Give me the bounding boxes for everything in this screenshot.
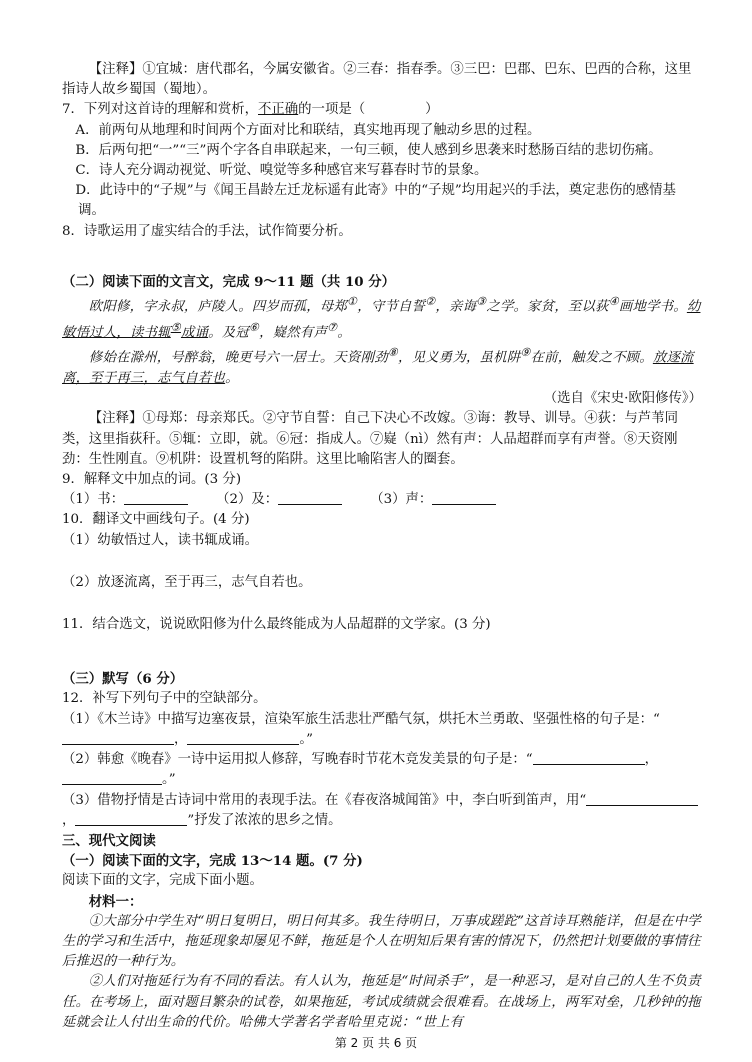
part-3-sub-heading: （一）阅读下面的文字，完成 13～14 题。(7 分)	[62, 853, 363, 870]
part-3-intro: 阅读下面的文字，完成下面小题。	[62, 873, 263, 889]
note-mark: ⑨	[520, 346, 531, 360]
q12-item-text: （3）借物抒情是古诗词中常用的表现手法。在《春夜洛城闻笛》中，李白听到笛声，用“	[62, 792, 587, 808]
classical-text-paragraph-2	[62, 343, 702, 389]
question-9: 9．解释文中加点的词。(3 分)	[62, 472, 242, 488]
punctuation: 。”	[162, 772, 176, 788]
classical-text-paragraph-1	[62, 292, 702, 343]
question-10: 10．翻译文中画线句子。(4 分)	[62, 512, 250, 528]
q7-stem-part: 7．下列对这首诗的理解和赏析，	[62, 102, 258, 118]
answer-blank[interactable]	[62, 770, 162, 785]
answer-blank[interactable]	[62, 730, 174, 745]
answer-blank[interactable]	[586, 791, 698, 806]
note-mark: ⑤	[170, 320, 181, 334]
poem-annotation: 【注释】①宜城：唐代郡名，今属安徽省。②三春：指春季。③三巴：巴郡、巴东、巴西的合称，这里指诗人故乡蜀国（蜀地）。	[62, 62, 692, 98]
punctuation: ，	[62, 812, 76, 828]
q7-option-c: C．诗人充分调动视觉、听觉、嗅觉等多种感官来写暮春时节的景象。	[75, 163, 488, 179]
note-mark: ②	[425, 295, 436, 309]
answer-blank[interactable]	[533, 750, 645, 765]
note-mark: ⑦	[327, 320, 338, 334]
question-9-items	[62, 490, 702, 510]
underlined-sentence: 成诵	[180, 325, 209, 341]
classical-annotation: 【注释】①母郑：母亲郑氏。②守节自誓：自己下决心不改嫁。③诲：教导、训导。④荻：与芦苇同类，这里指荻秆。⑤辄：立即，就。⑥冠：指成人。⑦嶷（nì）然有声：人品超群而享有声誉。⑧天资刚劲：生性刚直。⑨机阱：设置机弩的陷阱。这里比喻陷害人的圈套。	[62, 411, 678, 467]
document-page	[62, 60, 702, 1033]
material-paragraph-2: ②人们对拖延行为有不同的看法。有人认为，拖延是“时间杀手”，是一种恶习，是对自己的人生不负责任。在考场上，面对题目繁杂的试卷，如果拖延，考试成绩就会很难看。在战场上，两军对垒，几秒钟的拖延就会让人付出生命的代价。哈佛大学著名学者哈里克说：“世上有	[62, 974, 701, 1030]
answer-blank[interactable]	[278, 490, 342, 505]
q12-item-text: （1）《木兰诗》中描写边塞夜景，渲染军旅生活悲壮严酷气氛，烘托木兰勇敢、坚强性格的句子是：“	[62, 711, 660, 727]
q7-option-d: D．此诗中的“子规”与《闻王昌龄左迁龙标遥有此寄》中的“子规”均用起兴的手法，奠定悲伤的感情基调。	[75, 183, 676, 219]
note-mark: ⑧	[387, 346, 398, 360]
text-run: 画地学书。	[618, 299, 687, 315]
underlined-sentence: 放逐流离，至于再三，志气自若也	[62, 350, 694, 387]
answer-blank[interactable]	[432, 490, 496, 505]
text-run: 在前，触发之不顾。	[530, 350, 653, 366]
question-8: 8．诗歌运用了虚实结合的手法，试作简要分析。	[62, 223, 352, 239]
note-mark: ④	[608, 295, 619, 309]
q12-item-text: ”抒发了浓浓的思乡之情。	[187, 812, 342, 828]
q7-stem-part: ）	[425, 102, 439, 118]
text-run: ，见义勇为，虽机阱	[398, 350, 521, 366]
q10-sentence-1: （1）幼敏悟过人，读书辄成诵。	[62, 532, 258, 548]
q10-sentence-2: （2）放逐流离，至于再三，志气自若也。	[62, 574, 312, 590]
answer-blank[interactable]	[187, 730, 299, 745]
q7-emphasis: 不正确	[258, 102, 299, 118]
q12-item-2	[62, 750, 702, 790]
q7-option-b: B．后两句把“一”“三”两个字各自串联起来，一句三顿，使人感到乡思袭来时愁肠百结的悲切伤痛。	[75, 142, 662, 158]
q12-item-text: （2）韩愈《晚春》一诗中运用拟人修辞，写晚春时节花木竞发美景的句子是：“	[62, 752, 533, 768]
page-number: 第 2 页 共 6 页	[334, 1036, 418, 1050]
text-run: ，亲诲	[435, 299, 477, 315]
section-3-heading: （三）默写（6 分）	[62, 671, 184, 688]
answer-space	[62, 242, 702, 272]
text-run: 之学。家贫，至以荻	[486, 299, 609, 315]
punctuation: 。”	[299, 731, 313, 747]
text-run: ，嶷然有声	[259, 325, 328, 341]
answer-blank[interactable]	[75, 811, 187, 826]
answer-space	[62, 551, 702, 573]
underlined-sentence: 幼敏悟过人，读书辄	[62, 299, 701, 341]
text-run: ，守节自誓	[357, 299, 426, 315]
answer-blank[interactable]	[124, 490, 188, 505]
material-paragraph-1: ①大部分中学生对“明日复明日，明日何其多。我生待明日，万事成蹉跎”这首诗耳熟能详，但是在中学生的学习和生活中，拖延现象却屡见不鲜，拖延是个人在明知后果有害的情况下，仍然把计划要做的事情往后推迟的一种行为。	[62, 913, 701, 970]
text-run: 。	[225, 371, 239, 387]
question-11: 11．结合选文，说说欧阳修为什么最终能成为人品超群的文学家。(3 分)	[62, 617, 491, 633]
text-run: 。及冠	[208, 325, 249, 341]
q12-item-3	[62, 791, 702, 831]
answer-space	[62, 593, 702, 615]
q12-item-1	[62, 710, 702, 750]
q7-option-a: A．前两句从地理和时间两个方面对比和联结，真实地再现了触动乡思的过程。	[75, 122, 541, 138]
text-run: 。	[337, 325, 351, 341]
text-run: 修始在滁州，号醉翁，晚更号六一居士。天资刚劲	[88, 350, 388, 366]
section-2-heading: （二）阅读下面的文言文，完成 9～11 题（共 10 分）	[62, 273, 396, 290]
q9-item-3: （3）声：	[370, 492, 433, 508]
material-label: 材料一：	[88, 893, 143, 910]
punctuation: ，	[644, 752, 659, 768]
question-12: 12．补写下列句子中的空缺部分。	[62, 691, 267, 707]
part-3-heading: 三、现代文阅读	[62, 832, 156, 849]
note-mark: ①	[347, 295, 358, 309]
note-mark: ⑥	[248, 320, 260, 334]
text-run: 欧阳修，字永叔，庐陵人。四岁而孤，母郑	[88, 299, 348, 315]
q7-stem-part: 的一项是（	[298, 102, 366, 118]
punctuation: ，	[174, 731, 188, 747]
question-7-stem	[62, 100, 702, 120]
q9-item-2: （2）及：	[216, 492, 279, 508]
q9-item-1: （1）书：	[62, 492, 125, 508]
text-source: （选自《宋史·欧阳修传》）	[543, 391, 702, 407]
answer-space	[62, 635, 702, 669]
note-mark: ③	[476, 295, 487, 309]
